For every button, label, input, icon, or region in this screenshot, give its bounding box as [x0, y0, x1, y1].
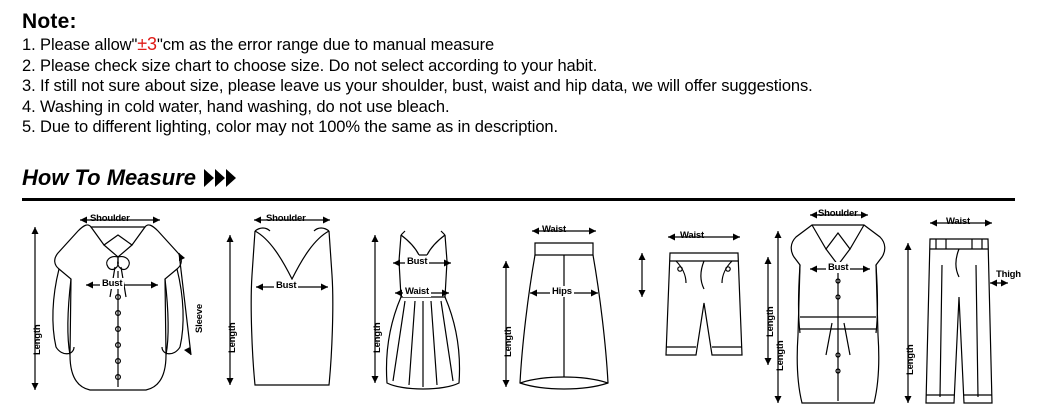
note-line-1-pre: 1. Please allow" — [22, 36, 138, 54]
label-sleeve-blouse: Sleeve — [194, 304, 205, 333]
label-shoulder-coat: Shoulder — [818, 208, 858, 219]
label-waist-skirt: Waist — [542, 224, 566, 235]
note-line-4: 4. Washing in cold water, hand washing, do not use bleach. — [22, 97, 450, 116]
figure-blouse — [18, 205, 208, 410]
figure-a-line-skirt — [480, 205, 635, 410]
figure-skater-dress — [353, 205, 493, 410]
label-length-camisole: Length — [227, 322, 238, 353]
note-block — [22, 10, 1012, 138]
label-waist-trousers: Waist — [946, 216, 970, 227]
figure-camisole — [208, 205, 353, 410]
label-length-blouse: Length — [32, 324, 43, 355]
label-bust-coat: Bust — [828, 262, 849, 273]
label-length-trousers: Length — [905, 344, 916, 375]
figure-shorts — [618, 205, 778, 410]
note-line-2: 2. Please check size chart to choose size. Do not select according to your habit. — [22, 56, 598, 75]
figure-long-coat — [756, 205, 901, 410]
label-length-shorts: Length — [765, 306, 776, 337]
label-bust-blouse: Bust — [102, 278, 123, 289]
section-divider — [22, 198, 1015, 201]
label-length-skater: Length — [372, 322, 383, 353]
measurement-figures — [18, 205, 1019, 410]
note-line-1-emphasis: ±3 — [137, 34, 157, 54]
figure-trousers — [884, 205, 1019, 410]
label-shoulder-blouse: Shoulder — [90, 213, 130, 224]
triple-chevron-icon — [204, 169, 236, 187]
note-line-1 — [22, 34, 1012, 56]
note-line-3: 3. If still not sure about size, please leave us your shoulder, bust, waist and hip data, we will offer suggestions. — [22, 77, 813, 95]
label-waist-shorts: Waist — [680, 230, 704, 241]
note-line-5: 5. Due to different lighting, color may not 100% the same as in description. — [22, 118, 558, 136]
label-bust-skater: Bust — [407, 256, 428, 267]
label-hips-skirt: Hips — [552, 286, 572, 297]
note-line-1-post: "cm as the error range due to manual measure — [156, 36, 495, 54]
label-bust-camisole: Bust — [276, 280, 297, 291]
label-length-skirt: Length — [503, 326, 514, 357]
label-shoulder-camisole: Shoulder — [266, 213, 306, 224]
label-thigh-trousers: Thigh — [996, 269, 1021, 280]
note-title: Note: — [22, 10, 77, 33]
how-to-measure-title: How To Measure — [22, 165, 196, 190]
how-to-measure-heading — [22, 165, 236, 191]
label-waist-skater: Waist — [405, 286, 429, 297]
label-length-coat: Length — [775, 340, 786, 371]
